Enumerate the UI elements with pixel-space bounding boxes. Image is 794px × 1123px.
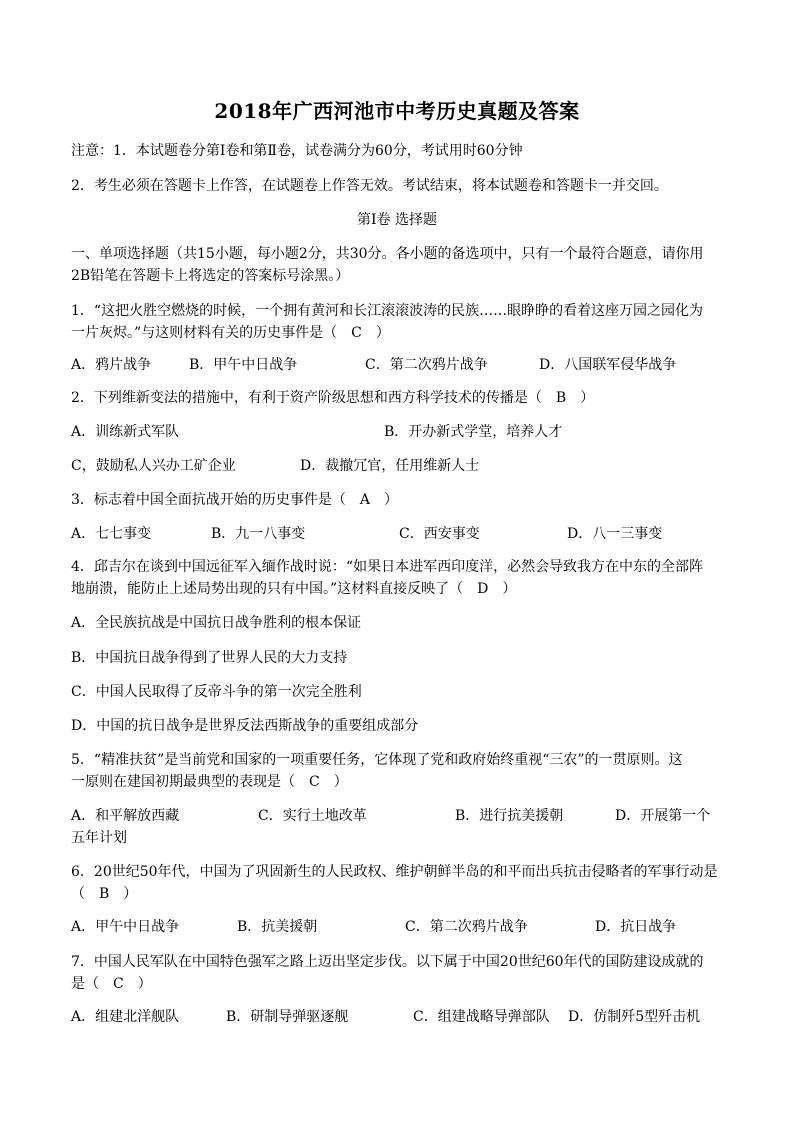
- question-2: 2．下列维新变法的措施中，有利于资产阶级思想和西方科学技术的传播是（ B ）: [71, 390, 595, 406]
- question-5-options: [71, 806, 731, 826]
- q7-option-a: A．组建北洋舰队: [71, 1009, 180, 1025]
- q6-option-b: B．抗美援朝: [237, 919, 318, 935]
- question-1-line-2: 一片灰烬。”与这则材料有关的历史事件是（ C ）: [71, 325, 390, 341]
- q2-option-d: D．裁撤冗官，任用维新人士: [300, 458, 480, 474]
- question-5-line-2: 一原则在建国初期最典型的表现是（ C ）: [71, 774, 348, 790]
- q4-option-c: C．中国人民取得了反帝斗争的第一次完全胜利: [71, 684, 362, 700]
- q1-option-d: D．八国联军侵华战争: [539, 357, 677, 373]
- question-7-options: [71, 1007, 731, 1027]
- page-title: 2018年广西河池市中考历史真题及答案: [214, 99, 580, 123]
- note-1: 注意：1．本试题卷分第Ⅰ卷和第Ⅱ卷，试卷满分为60分，考试用时60分钟: [71, 143, 523, 159]
- question-6-line-1: 6．20世纪50年代，中国为了巩固新生的人民政权、维护朝鲜半岛的和平而出兵抗击侵略者的军事行动是: [71, 864, 718, 880]
- q7-option-b: B．研制导弹驱逐舰: [226, 1009, 349, 1025]
- question-3: 3．标志着中国全面抗战开始的历史事件是（ A ）: [71, 492, 399, 508]
- q3-option-b: B．九一八事变: [211, 526, 306, 542]
- q7-option-d: D．仿制歼5型歼击机: [568, 1009, 701, 1025]
- q7-option-c: C．组建战略导弹部队: [413, 1009, 550, 1025]
- q5-option-d: D．开展第一个: [615, 808, 711, 824]
- question-4-line-1: 4．邱吉尔在谈到中国远征军入缅作战时说：“如果日本进军西印度洋，必然会导致我方在中东的全部阵: [71, 559, 704, 575]
- q3-option-d: D．八一三事变: [567, 526, 663, 542]
- q4-option-b: B．中国抗日战争得到了世界人民的大力支持: [71, 650, 348, 666]
- q3-option-c: C．西安事变: [399, 526, 480, 542]
- question-2-options-row-1: [71, 422, 731, 442]
- q1-option-b: B．甲午中日战争: [189, 357, 298, 373]
- question-6-line-2: （ B ）: [71, 886, 138, 902]
- question-6-options: [71, 917, 731, 937]
- q5-option-c: C．实行土地改革: [258, 808, 367, 824]
- q6-option-c: C．第二次鸦片战争: [405, 919, 528, 935]
- instructions-line-1: 一、单项选择题（共15小题，每小题2分，共30分。各小题的备选项中，只有一个最符合题意，请你用: [71, 246, 704, 262]
- q4-option-a: A．全民族抗战是中国抗日战争胜利的根本保证: [71, 615, 362, 631]
- q2-option-b: B．开办新式学堂，培养人才: [384, 424, 563, 440]
- question-7-line-2: 是（ C ）: [71, 976, 152, 992]
- q6-option-d: D．抗日战争: [595, 919, 677, 935]
- question-3-options: [71, 524, 731, 544]
- q2-option-a: A．训练新式军队: [71, 424, 180, 440]
- q1-option-c: C．第二次鸦片战争: [365, 357, 488, 373]
- question-4-line-2: 地崩溃，能防止上述局势出现的只有中国。”这材料直接反映了（ D ）: [71, 581, 517, 597]
- q1-option-a: A．鸦片战争: [71, 357, 152, 373]
- q2-option-c: C，鼓励私人兴办工矿企业: [71, 458, 236, 474]
- question-1-options: [71, 355, 731, 375]
- question-1-line-1: 1．“这把火胜空燃烧的时候，一个拥有黄河和长江滚滚波涛的民族……眼睁睁的看着这座万园之园化为: [71, 303, 704, 319]
- q4-option-d: D．中国的抗日战争是世界反法西斯战争的重要组成部分: [71, 718, 419, 734]
- q6-option-a: A．甲午中日战争: [71, 919, 180, 935]
- question-2-options-row-2: [71, 456, 731, 476]
- q5-option-a: A．和平解放西藏: [71, 808, 180, 824]
- q5-option-b: B．进行抗美援朝: [455, 808, 564, 824]
- q3-option-a: A．七七事变: [71, 526, 152, 542]
- note-2: 2．考生必须在答题卡上作答，在试题卷上作答无效。考试结束，将本试题卷和答题卡一并交回。: [71, 178, 668, 194]
- section-title: 第Ⅰ卷 选择题: [357, 212, 437, 228]
- instructions-line-2: 2B铅笔在答题卡上将选定的答案标号涂黑。）: [71, 268, 350, 284]
- q5-option-d-continued: 五年计划: [71, 830, 127, 846]
- question-5-line-1: 5．“精准扶贫”是当前党和国家的一项重要任务，它体现了党和政府始终重视“三农”的一贯原则。这: [71, 752, 683, 768]
- question-7-line-1: 7．中国人民军队在中国特色强军之路上迈出坚定步伐。以下属于中国20世纪60年代的国防建设成就的: [71, 954, 704, 970]
